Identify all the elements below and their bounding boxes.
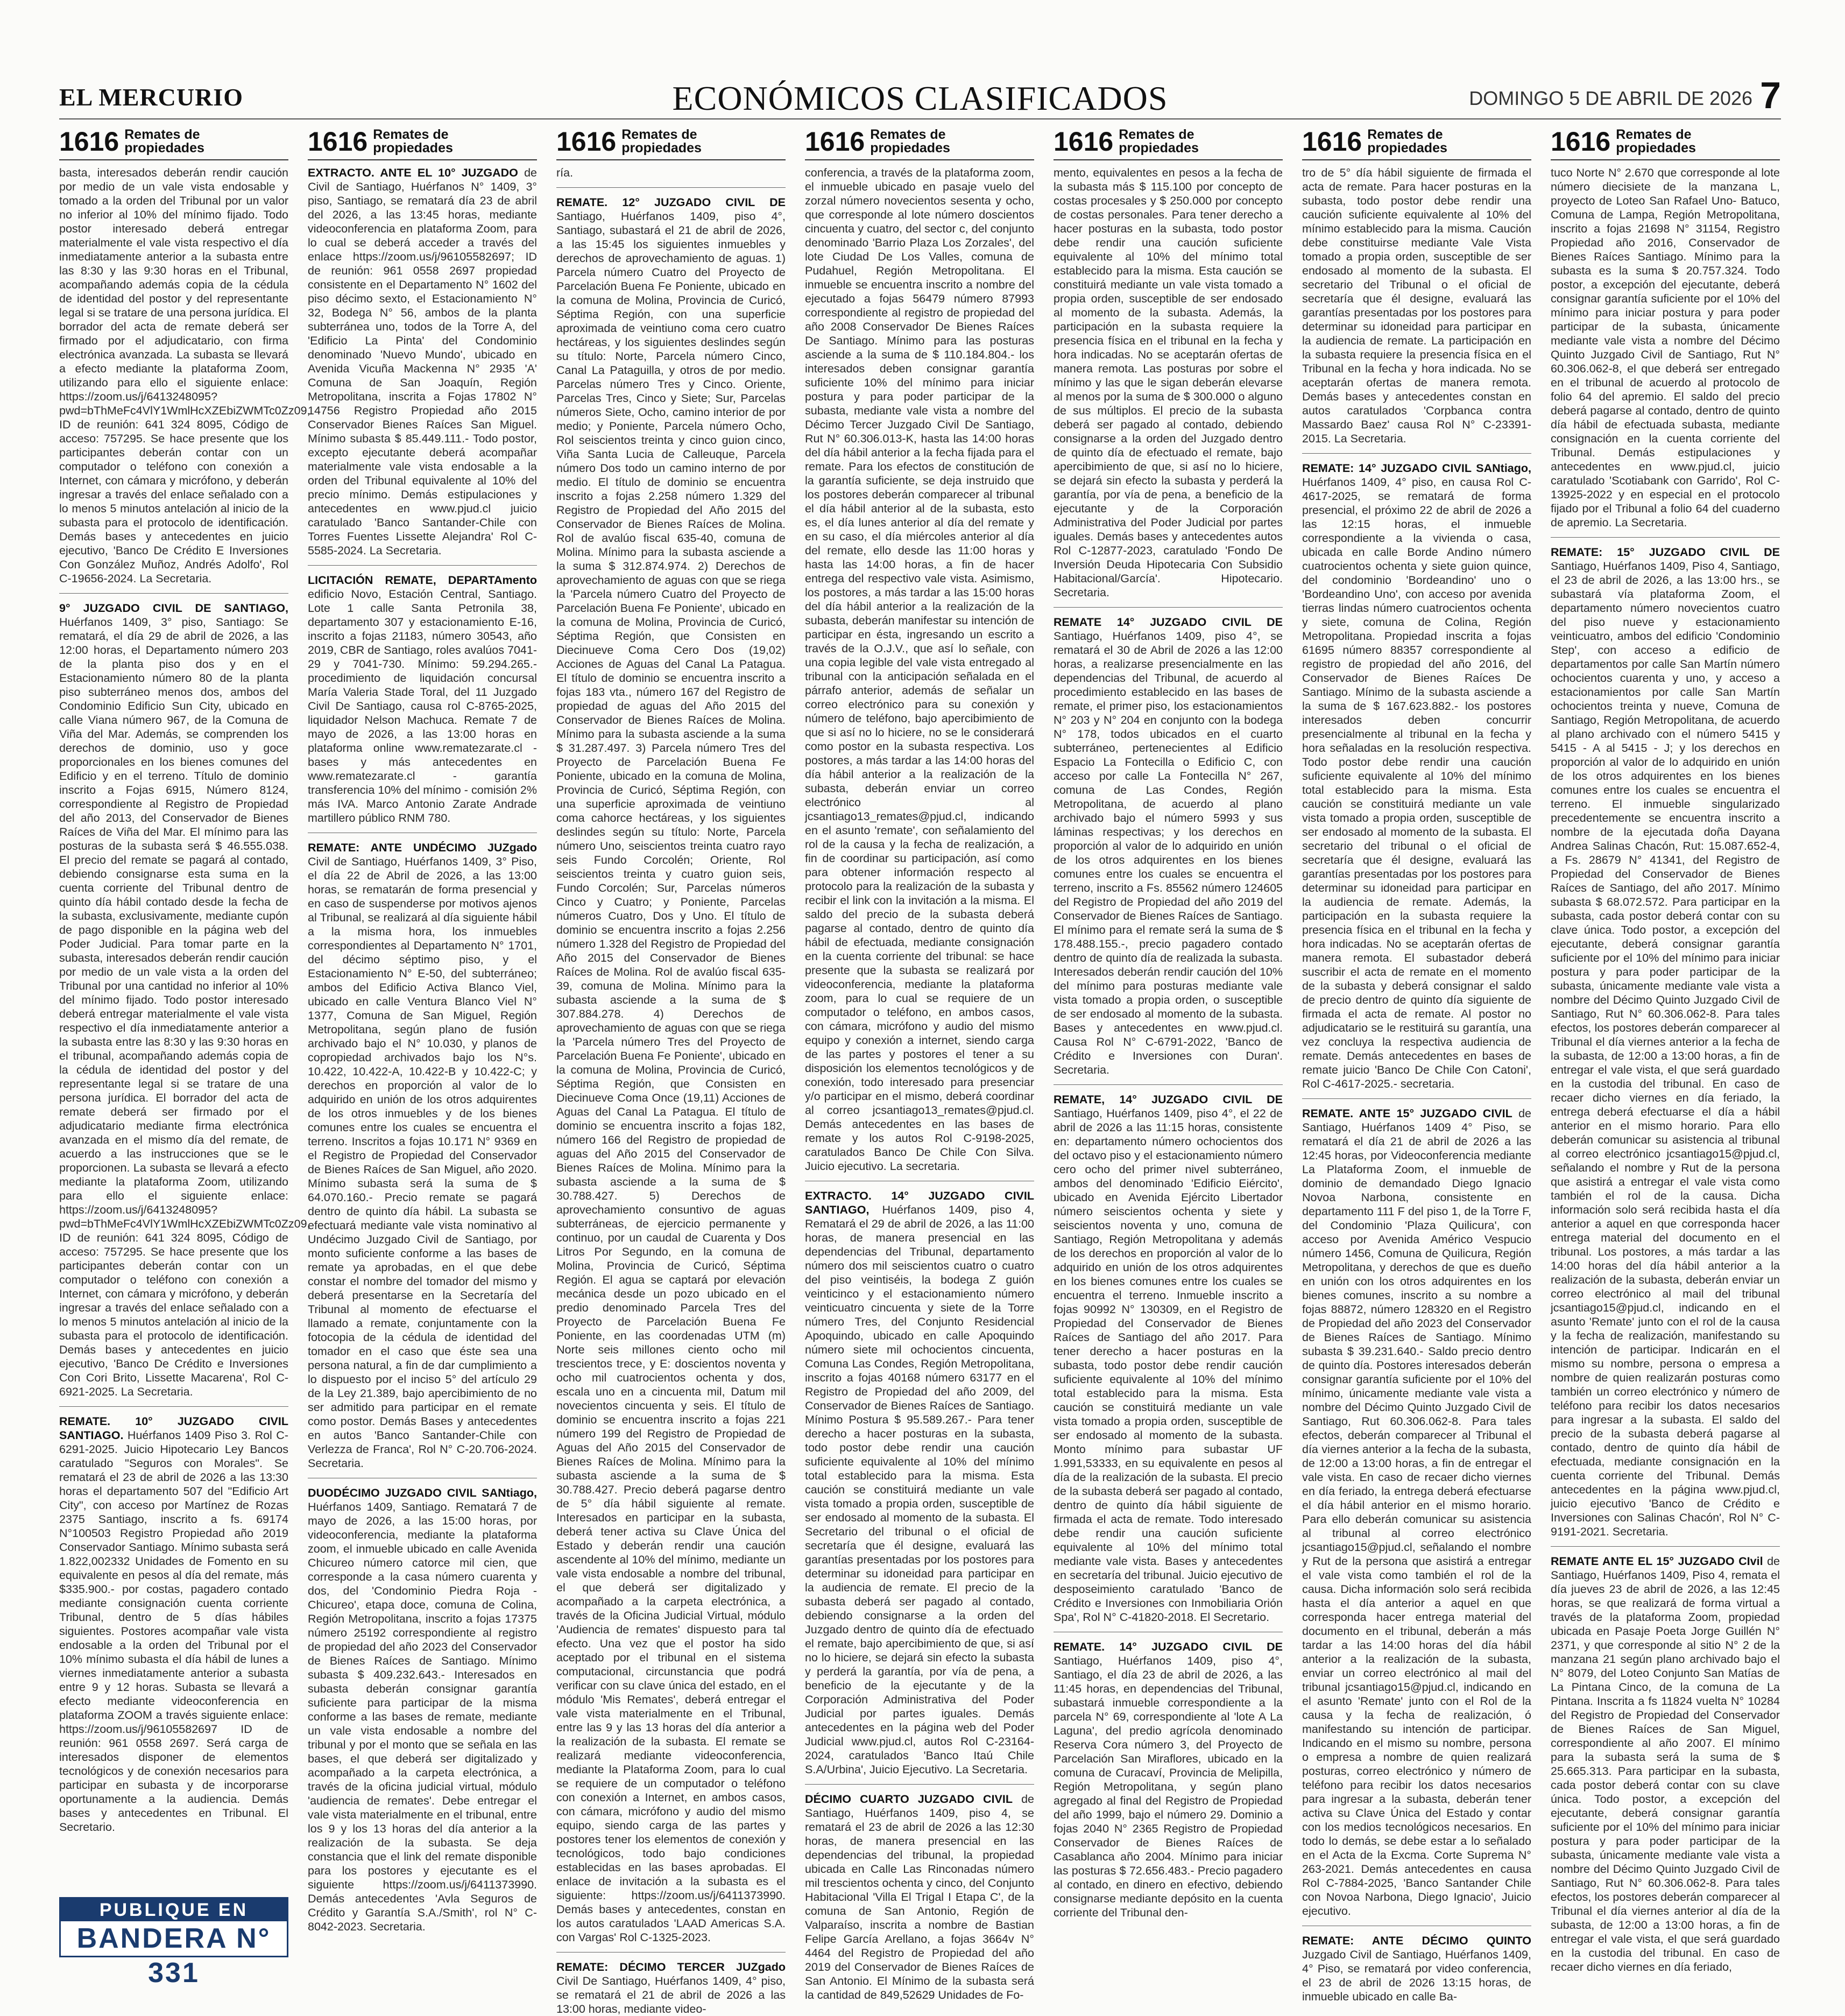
notice-heading: REMATE: 14° JUZGADO CIVIL SANtiago, [1302,462,1531,475]
column-header [556,127,786,160]
column-4 [805,126,1034,2001]
ad-line-2: BANDERA N° 331 [76,1923,271,1989]
column-1 [59,126,310,1887]
classification-label-line-1: Remates de [373,127,449,142]
notice-heading: EXTRACTO. 14° JUZGADO CIVIL SANTIAGO, [805,1189,1034,1216]
auction-notice [59,166,310,586]
masthead [59,65,1781,119]
auction-notice [1054,1640,1283,1920]
classification-code: 1616 [1551,126,1611,157]
notice-heading: REMATE. ANTE 15° JUZGADO CIVIL [1302,1107,1512,1120]
column-3 [556,126,786,2015]
notice-heading: REMATE: 15° JUZGADO CIVIL DE [1551,546,1780,559]
notice-body: Huérfanos 1409 Piso 3. Rol C-6291-2025. Juicio Hipotecario Ley Bancos caratulado "Seguros con Morales". Se rematará el 23 de abril de 2026 a las 13:30 horas el departamento 507 del "Edificio Art City", con acceso por Martínez de Rozas 2375 Santiago, inscrito a fs. 69174 N°100503 Registro Propiedad año 2019 Conservador Santiago. Mínimo subasta será 1.822,002332 Unidades de Fomento en su equivalente en pesos al día del remate, más $335.900.- por costas, pagadero contado mediante consignación cuenta corriente Tribunal, dentro de 5 días hábiles siguientes. Postores acompañar vale vista endosable a la orden del Tribunal por el 10% mínimo subasta el día hábil de lunes a viernes inmediatamente anterior a subasta entre 9 y 12 horas. Subasta se llevará a efecto mediante videoconferencia en plataforma ZOOM a través siguiente enlace: https://zoom.us/j/96105582697 ID de reunión: 961 0558 2697. Será carga de interesados disponer de elementos tecnológicos y de conexión necesarios para participar en subasta y de incorporarse oportunamente a la audiencia. Demás bases y antecedentes en Tribunal. El Secretario. [59,1429,288,1834]
notice-heading: DUODÉCIMO JUZGADO CIVIL SANtiago, [308,1486,537,1499]
notice-divider [308,565,537,566]
classification-label [621,128,702,155]
notice-heading: REMATE 14° JUZGADO CIVIL DE [1054,616,1283,629]
classification-code: 1616 [308,126,368,157]
auction-notice [59,1414,288,1834]
notice-heading: EXTRACTO. ANTE EL 10° JUZGADO [308,166,518,179]
classification-label-line-1: Remates de [1616,127,1692,142]
classification-label-line-2: propiedades [1616,140,1696,156]
auction-notice [308,573,537,825]
notice-body: de Santiago, Huérfanos 1409, piso 4, se rematará el 23 de abril de 2026 a las 12:30 horas, de manera presencial en las dependencias del tribunal, la propiedad ubicada en Calle Las Rinconadas número mil trescientos ochenta y cinco, del Conjunto Habitacional 'Villa El Trigal I Etapa C', de la comuna de San Antonio, Región de Valparaíso, inscrita a nombre de Bastian Felipe García Arellano, a fojas 3664v N° 4464 del Registro de Propiedad del año 2019 del Conservador de Bienes Raíces de San Antonio. El Mínimo de la subasta será la cantidad de 849,52629 Unidades de Fo- [805,1793,1034,2001]
notice-body: Huérfanos 1409, piso 4, Rematará el 29 de abril de 2026, a las 11:00 horas, de manera presencial en las dependencias del Tribunal, departamento número dos mil seiscientos cuatro o cuatro del piso veintiséis, la bodega Z guión veinticinco y el estacionamiento número veinticuatro cincuenta y siete de la Torre número Tres, del Conjunto Residencial Apoquindo, ubicado en calle Apoquindo número siete mil ochocientos cincuenta, Comuna Las Condes, Región Metropolitana, inscrito a fojas 40168 número 63177 en el Registro de Propiedad del año 2009, del Conservador de Bienes Raíces de Santiago. Mínimo Postura $ 95.589.267.- Para tener derecho a hacer posturas en la subasta, todo postor debe rendir una caución suficiente equivalente al 10% del mínimo total establecido para la misma. Esta caución se constituirá mediante un vale vista tomado a propia orden, susceptible de ser endosado al momento de la subasta. El Secretario del tribunal o el oficial de secretaría que él designe, evaluará las garantías presentadas por los postores para determinar su idoneidad para participar en la audiencia de remate. El precio de la subasta deberá ser pagado al contado, debiendo consignarse a la orden del Juzgado dentro de quinto día de efectuado el remate, bajo apercibimiento de que, si así no lo hiciere, se dejará sin efecto la subasta y perderá la garantía, por vía de pena, a beneficio de la ejecutante y de la Corporación Administrativa del Poder Judicial por partes iguales. Demás antecedentes en la página web del Poder Judicial www.pjud.cl, autos Rol C-23164-2024, caratulados 'Banco Itaú Chile S.A/Urbina', Juicio Ejecutivo. La Secretaria. [805,1203,1034,1776]
column-header [308,127,537,160]
notice-divider [1054,1084,1283,1085]
notice-body: Santiago, Huérfanos 1409, piso 4°, se rematará el 30 de Abril de 2026 a las 12:00 horas, a realizarse presencialmente en las dependencias del Tribunal, de acuerdo al procedimiento establecido en las bases de remate, el primer piso, los estacionamientos N° 203 y N° 204 en conjunto con la bodega N° 178, todos ubicados en el cuarto subterráneo, pertenecientes al Edificio Espacio La Fontecilla o Edificio C, con acceso por calle La Fontecilla N° 267, comuna de Las Condes, Región Metropolitana, de acuerdo al plano archivado bajo el número 5993 y sus láminas respectivas; y los derechos en proporción al valor de lo adquirido en unión de los otros adquirentes en los bienes comunes entre los cuales se encuentra el terreno, inscrito a Fs. 85562 número 124605 del Registro de Propiedad del año 2019 del Conservador de Bienes Raíces de Santiago. El mínimo para el remate será la suma de $ 178.488.155.-, precio pagadero contado dentro de quinto día de realizada la subasta. Interesados deberán rendir caución del 10% del mínimo para posturas mediante vale vista tomado a propia orden, o susceptible de ser endosado al momento de la subasta. Bases y antecedentes en www.pjud.cl. Causa Rol N° C-6791-2022, 'Banco de Crédito e Inversiones con Duran'. Secretaria. [1054,630,1283,1076]
page-number: 7 [1760,74,1781,116]
notice-body: ría. [556,166,574,179]
classification-code: 1616 [1054,126,1114,157]
classification-code: 1616 [1302,126,1362,157]
auction-notice [1054,615,1283,1077]
auction-notice [308,1486,537,1934]
auction-notice [1302,461,1531,1091]
classification-label-line-2: propiedades [373,140,453,156]
classification-label-line-1: Remates de [1367,127,1443,142]
notice-heading: REMATE. 10° JUZGADO CIVIL SANTIAGO. [59,1415,288,1442]
date-block [1469,76,1781,114]
auction-notice [556,1960,786,2016]
auction-notice [1551,545,1780,1539]
notice-body: Santiago, Huérfanos 1409, Piso 4, Santiago, el 23 de abril de 2026, a las 13:00 hrs., se subastará vía plataforma Zoom, el departamento número novecientos cuatro del piso nueve y estacionamiento veinticuatro, ambos del edificio 'Condominio Step', con acceso a edificio de departamentos por calle San Martín número ochocientos cuarenta y uno, y acceso a estacionamientos por calle San Martín ochocientos treinta y nueve, Comuna de Santiago, Región Metropolitana, de acuerdo al plano archivado con el número 5415 y 5415 - A al 5415 - J; y los derechos en proporción al valor de lo adquirido en unión de los otros adquirentes en los bienes comunes entre los cuales se encuentra el terreno. El inmueble singularizado precedentemente se encuentra inscrito a nombre de la ejecutada doña Dayana Andrea Salinas Chacón, Rut: 15.087.652-4, a Fs. 28679 N° 41341, del Registro de Propiedad del Conservador de Bienes Raíces de Santiago, del año 2017. Mínimo subasta $ 68.072.572. Para participar en la subasta, cada postor deberá contar con su clave única. Todo postor, a excepción del ejecutante, deberá consignar garantía suficiente por el 10% del mínimo para iniciar postura y para poder participar de la subasta, únicamente mediante vale vista a nombre del Décimo Quinto Juzgado Civil de Santiago, Rut N° 60.306.062-8. Para tales efectos, los postores deberán comparecer al Tribunal el día viernes anterior a la fecha de la subasta, de 12:00 a 13:00 horas, a fin de entregar el vale vista, el que será guardado en la custodia del tribunal. En caso de recaer dicho viernes en día feriado, la entrega deberá efectuarse el día a hábil anterior en el mismo horario. Para ello deberán comunicar su asistencia al tribunal al correo electrónico jcsantiago15@pjud.cl, señalando el nombre y Rut de la persona que asistirá a entregar el vale vista como también el rol de la causa. Dicha información solo será recibida hasta el día anterior a aquel en que corresponda hacer entrega material del documento en el tribunal. Los postores, a más tardar a las 14:00 horas del día hábil anterior a la realización de la subasta, deberán enviar un correo electrónico al mail del tribunal jcsantiago15@pjud.cl, indicando en el asunto 'Remate' junto con el rol de la causa y la fecha de realización, manifestando su intención de participar. Indicarán en el mismo su nombre, persona o empresa a nombre de quien realizarán posturas como también un correo electrónico y número de teléfono para recibir los datos necesarios para ingresar a la subasta. El saldo del precio de la subasta deberá pagarse al contado, dentro de quinto día hábil de efectuada, mediante consignación en la cuenta corriente del Tribunal. Demás antecedentes en la página www.pjud.cl, juicio ejecutivo 'Banco de Crédito e Inversiones con Salinas Chacón', Rol N° C-9191-2021. Secretaria. [1551,560,1780,1538]
auction-notice [805,1189,1034,1777]
classification-label [1119,128,1199,155]
classification-code: 1616 [59,126,119,157]
notice-divider [556,187,786,188]
notice-heading: REMATE: ANTE DÉCIMO QUINTO [1302,1934,1531,1947]
notice-heading: REMATE ANTE EL 15° JUZGADO CIvil [1551,1555,1763,1568]
classification-label [870,128,950,155]
auction-notice [308,166,537,558]
column-header [1551,127,1780,160]
classification-label-line-2: propiedades [1367,140,1447,156]
notice-divider [59,1406,288,1407]
notice-body: de Santiago, Huérfanos 1409, Piso 4, remata el día jueves 23 de abril de 2026, a las 12:45 horas, se que realizará de forma virtual a través de la plataforma Zoom, propiedad ubicada en Pasaje Poeta Jorge Guillén N° 2371, y que corresponde al sitio N° 2 de la manzana 21 según plano archivado bajo el N° 8079, del Loteo Conjunto San Matías de La Pintana Cinco, de la comuna de La Pintana. Inscrita a fs 11824 vuelta N° 10284 del Registro de Propiedad del Conservador de Bienes Raíces de San Miguel, correspondiente al año 2007. El mínimo para la subasta será la suma de $ 25.665.313. Para participar en la subasta, cada postor deberá contar con su clave única. Todo postor, a excepción del ejecutante, deberá consignar garantía suficiente por el 10% del mínimo para iniciar postura y para poder participar de la subasta, únicamente mediante vale vista a nombre del Décimo Quinto Juzgado Civil de Santiago, Rut N° 60.306.062-8. Para tales efectos, los postores deberán comparecer al Tribunal el día viernes anterior al día de la subasta, de 12:00 a 13:00 horas, a fin de entregar el vale vista, el que será guardado en la custodia del tribunal. En caso de recaer dicho viernes en día feriado, [1551,1555,1780,1973]
notice-body: Huérfanos 1409, Santiago. Rematará 7 de mayo de 2026, a las 15:00 horas, por videoconferencia, mediante la plataforma zoom, el inmueble ubicado en calle Avenida Chicureo número catorce mil cien, que corresponde a la casa número cuarenta y dos, del 'Condominio Piedra Roja - Chicureo', etapa doce, comuna de Colina, Región Metropolitana, inscrito a fojas 17375 número 25192 correspondiente al registro de propiedad del año 2023 del Conservador de Bienes Raíces de Santiago. Mínimo subasta $ 409.232.643.- Interesados en subasta deberán consignar garantía suficiente para participar de la misma conforme a las bases de remate, mediante un vale vista endosable a nombre del tribunal y por el monto que se señala en las bases, el que deberá ser digitalizado y acompañado a la carpeta electrónica, a través de la oficina judicial virtual, módulo 'audiencia de remates'. Debe entregar el vale vista materialmente en el tribunal, entre los 9 y los 13 horas del día anterior a la realización de la subasta. Se deja constancia que el link del remate disponible para los postores y ejecutante es el siguiente https://zoom.us/j/6411373990. Demás antecedentes 'Avla Seguros de Crédito y Garantía S.A./Smith', rol N° C-8042-2023. Secretaria. [308,1500,537,1933]
publication-date: DOMINGO 5 DE ABRIL DE 2026 [1469,87,1753,109]
publish-ad [59,1897,288,1989]
notice-heading: REMATE. 12° JUZGADO CIVIL DE [556,196,786,209]
classification-label [373,128,453,155]
classification-label-line-2: propiedades [870,140,950,156]
notice-heading: DÉCIMO CUARTO JUZGADO CIVIL [805,1793,1013,1806]
notice-heading: REMATE: DÉCIMO TERCER JUZgado [556,1961,786,1973]
notice-body: basta, interesados deberán rendir caución por medio de un vale vista endosable y tomado a la orden del Tribunal por un valor no inferior al 10% del mínimo fijado. Todo postor interesado deberá entregar materialmente el vale vista respectivo el día inmediatamente anterior a la subasta entre las 8:30 y las 9:30 horas en el Tribunal, acompañando además copia de la cédula de identidad del postor y del representante legal si se tratare de una persona jurídica. El borrador del acta de remate deberá ser firmado por el adjudicatario, con firma electrónica avanzada. La subasta se llevará a efecto mediante la plataforma Zoom, utilizando para ello el siguiente enlace: https://zoom.us/j/6413248095?pwd=bThMeFc4VlY1WmlHcXZEbiZWMTc0Zz09, ID de reunión: 641 324 8095, Código de acceso: 757295. Se hace presente que los participantes deberán contar con un computador o teléfono con conexión a Internet, con cámara y micrófono, y deberán ingresar a través del enlace señalado con a lo menos 5 minutos antelación al inicio de la subasta para el protocolo de identificación. Demás bases y antecedentes en juicio ejecutivo, 'Banco De Crédito E Inversiones Con González Muñoz, Andrés Adolfo', Rol C-19656-2024. La Secretaria. [59,166,310,585]
notice-body: Huérfanos 1409, 4° piso, en causa Rol C-4617-2025, se rematará de forma presencial, el próximo 22 de abril de 2026 a las 12:15 horas, el inmueble correspondiente a la vivienda o casa, ubicada en calle Borde Andino número cuatrocientos ochenta y siete guion quince, del condominio 'Bordeandino' uno o 'Bordeandino Uno', con acceso por avenida tierras lindas número cuatrocientos ochenta y siete, comuna de Colina, Región Metropolitana. Propiedad inscrita a fojas 61695 número 88357 correspondiente al registro de propiedad del año 2016, del Conservador de Bienes Raíces De Santiago. Mínimo de la subasta asciende a la suma de $ 167.623.882.- los postores interesados deben concurrir presencialmente al tribunal en la fecha y hora señaladas en la resolución respectiva. Todo postor debe rendir una caución suficiente equivalente al 10% del mínimo total establecido para la misma. Esta caución se constituirá mediante un vale vista tomado a propia orden, susceptible de ser endosado al momento de la subasta. El secretario del tribunal o el oficial de secretaría que él designe, evaluará las garantías presentadas por los postores para determinar su idoneidad para participar en la audiencia de remate. Además, la participación en la subasta requiere la presencia física en el tribunal en la fecha y hora indicadas. No se aceptarán ofertas de manera remota. El subastador deberá suscribir el acta de remate en el momento de la subasta y deberá consignar el saldo de precio dentro de quinto día siguiente de firmada el acta de remate. Al postor no adjudicatario se le restituirá su garantía, una vez concluya la respectiva audiencia de remate. Demás antecedentes en bases de remate juicio 'Banco De Chile Con Catoni', Rol C-4617-2025.- secretaria. [1302,476,1531,1090]
column-5 [1054,127,1283,1957]
notice-body: Santiago, Huérfanos 1409, piso 4°, Santiago, subastará el 21 de abril de 2026, a las 15:45 los siguientes inmuebles y derechos de aprovechamiento de aguas. 1) Parcela número Cuatro del Proyecto de Parcelación Buena Fe Poniente, ubicado en la comuna de Molina, Provincia de Curicó, Séptima Región, con una superficie aproximada de veintiuno coma cero cuatro hectáreas, y los siguientes deslindes según su título: Norte, Parcela número Cinco, Canal La Pataguilla, y otros de por medio. Parcelas número Tres y Cinco. Oriente, Parcelas Tres, Cinco y Siete; Sur, Parcelas números Siete, Ocho, camino interior de por medio; y Poniente, Parcela número Ocho, Rol seiscientos treinta y cinco guion cinco, Viña Santa Lucia de Calleuque, Parcela número Dos todo un camino interno de por medio. El título de dominio se encuentra inscrito a fojas 2.258 número 1.329 del Registro de Propiedad del Año 2015 del Conservador de Bienes Raíces de Molina. Rol de avalúo fiscal 635-40, comuna de Molina. Mínimo para la subasta asciende a la suma $ 312.874.974. 2) Derechos de aprovechamiento de aguas con que se riega la 'Parcela número Cuatro del Proyecto de Parcelación Buena Fe Poniente', ubicado en la comuna de Molina, Provincia de Curicó, Séptima Región, que Consisten en Diecinueve Coma Cero Dos (19,02) Acciones de Aguas del Canal La Pataguа. El título de dominio se encuentra inscrito a fojas 183 vta., número 167 del Registro de propiedad de aguas del Año 2015 del Conservador de Bienes Raíces de Molina. Mínimo para la subasta asciende a la suma $ 31.287.497. 3) Parcela número Tres del Proyecto de Parcelación Buena Fe Poniente, ubicado en la comuna de Molina, Provincia de Curicó, Séptima Región, con una superficie aproximada de veintiuno coma cahorce hectáreas, y los siguientes deslindes según su título: Norte, Parcela número Uno, seiscientos treinta cuatro rayo seis Fundo Corcolén; Oriente, Rol seiscientos treinta y cuatro guion seis, Fundo Corcolén; Sur, Parcelas números Cinco y Cuatro; y Poniente, Parcelas números Cuatro, Dos y Uno. El título de dominio se encuentra inscrito a fojas 2.256 número 1.328 del Registro de Propiedad del Año 2015 del Conservador de Bienes Raíces de Molina. Rol de avalúo fiscal 635-39, comuna de Molina. Mínimo para la subasta asciende a la suma de $ 307.884.278. 4) Derechos de aprovechamiento de aguas con que se riega la 'Parcela número Tres del Proyecto de Parcelación Buena Fe Poniente', ubicado en la comuna de Molina, Provincia de Curicó, Séptima Región, que Consisten en Diecinueve Coma Once (19,11) Acciones de Aguas del Canal La Pataguа. El título de dominio se encuentra inscrito a fojas 182, número 166 del Registro de propiedad de aguas del Año 2015 del Conservador de Bienes Raíces de Molina. Mínimo para la subasta asciende a la suma de $ 30.788.427. 5) Derechos de aprovechamiento consuntivo de aguas subterráneas, de ejercicio permanente y continuo, por un caudal de Cuarenta y Dos Litros Por Segundo, en la comuna de Molina, Provincia de Curicó, Séptima Región. El agua se captará por elevación mecánica desde un pozo ubicado en el predio denominado Parcela Tres del Proyecto de Parcelación Buena Fe Poniente, en las coordenadas UTM (m) Norte seis millones ciento ocho mil trescientos trece, y E: doscientos noventa y ocho mil cuatrocientos ochenta y dos, escala uno en a cincuenta mil, Datum mil novecientos cincuenta y seis. El título de dominio se encuentra inscrito a fojas 221 número 199 del Registro de Propiedad de Aguas del Año 2015 del Conservador de Bienes Raíces de Molina. Mínimo para la subasta asciende a la suma de $ 30.788.427. Precio deberá pagarse dentro de 5° día hábil siguiente al remate. Interesados en participar en la subasta, deberá tener activa su Clave Única del Estado y deberán rendir una caución ascendente al 10% del mínimo, mediante un vale vista endosable a nombre del tribunal, el que deberá ser digitalizado y acompañado a la carpeta electrónica, a través de la Oficina Judicial Virtual, módulo 'Audiencia de remates' dispuesto para tal efecto. Una vez que el postor ha sido aceptado por el tribunal en el sistema computacional, circunstancia que podrá verificar con su clave única del estado, en el módulo 'Mis Remates', deberá entregar el vale vista materialmente en el Tribunal, entre las 9 y las 13 horas del día anterior a la realización de la subasta. El remate se realizará mediante videoconferencia, mediante la Plataforma Zoom, para lo cual se requiere de un computador o teléfono con conexión a Internet, en ambos casos, con cámara, micrófono y audio del mismo equipo, siendo carga de las partes y postores tener los elementos de conexión y tecnológicos, todo bajo condiciones establecidas en las bases aprobadas. El enlace de invitación a la subasta es el siguiente: https://zoom.us/j/6411373990. Demás bases y antecedentes, constan en los autos caratulados 'LAAD Americas S.A. con Vargas' Rol C-1325-2023. [556,210,786,1944]
notice-body: tro de 5° día hábil siguiente de firmada el acta de remate. Para hacer posturas en la subasta, todo postor debe rendir una caución suficiente equivalente al 10% del mínimo establecido para la misma. Caución debe constituirse mediante Vale Vista tomado a propia orden, susceptible de ser endosado al momento de la subasta. El secretario del Tribunal o el oficial de secretaría que él designe, evaluará las garantías presentadas por los postores para determinar su idoneidad para participar en la audiencia de remate. La participación en la subasta requiere la presencia física en el Tribunal en la fecha y hora indicada. No se aceptarán ofertas de manera remota. Demás bases y antecedentes constan en autos caratulados 'Corpbanca contra Massardo Baez' causa Rol N° C-23391-2015. La Secretaria. [1302,166,1531,445]
column-7 [1551,126,1780,1973]
classification-label-line-1: Remates de [621,127,697,142]
auction-notice [1302,1934,1531,2004]
auction-notice [805,166,1034,1173]
notice-body: Huérfanos 1409, 3° piso, Santiago: Se rematará, el día 29 de abril de 2026, a las 12:00 horas, el Departamento número 203 de la planta piso dos y en el Estacionamiento número 80 de la planta piso subterráneo menos dos, ambos del Condominio Edificio Sun City, ubicado en calle Viana número 967, de la Comuna de Viña del Mar. Además, se comprenden los derechos de dominio, uso y goce proporcionales en los bienes comunes del Edificio y en el terreno. Título de dominio inscrito a Fojas 6915, Número 8124, correspondiente al Registro de Propiedad del año 2013, del Conservador de Bienes Raíces de Viña del Mar. El mínimo para las posturas de la subasta será $ 46.555.038. El precio del remate se pagará al contado, debiendo consignarse esta suma en la cuenta corriente del Tribunal dentro de quinto día hábil contado desde la fecha de la subasta, exclusivamente, mediante cupón de pago disponible en la página web del Poder Judicial. Para tomar parte en la subasta, interesados deberán rendir caución por medio de un vale vista a la orden del Tribunal por una cantidad no inferior al 10% del mínimo fijado. Todo postor interesado deberá entregar materialmente el vale vista respectivo el día inmediatamente anterior a la subasta entre las 8:30 y las 9:30 horas en el tribunal, acompañando además copia de la cédula de identidad del postor y del representante legal si se tratare de una persona jurídica. El borrador del acta de remate deberá ser firmado por el adjudicatario mediante firma electrónica avanzada en el mismo día del remate, de acuerdo a las instrucciones que se le proporcionen. La subasta se llevará a efecto mediante la plataforma Zoom, utilizando para ello el siguiente enlace: https://zoom.us/j/6413248095?pwd=bThMeFc4VlY1WmlHcXZEbiZWMTc0Zz09, ID de reunión: 641 324 8095, Código de acceso: 757295. Se hace presente que los participantes deberán contar con un computador o teléfono con conexión a Internet, con cámara y micrófono, y deberán ingresar a través del enlace señalado con a lo menos 5 minutos antelación al inicio de la subasta para el protocolo de identificación. Demás bases y antecedentes en juicio ejecutivo, 'Banco De Crédito e Inversiones Con Cori Brito, Lissette Macarena', Rol C-6921-2025. La Secretaria. [59,616,310,1398]
notice-body: Civil De Santiago, Huérfanos 1409, 4° piso, se rematará el 21 de abril de 2026 a las 13:00 horas, mediante video- [556,1975,786,2015]
notice-divider [805,1784,1034,1785]
notice-body: de Civil de Santiago, Huérfanos N° 1409, 3° piso, Santiago, se rematará día 23 de abril del 2026, a las 13:45 horas, mediante videoconferencia en plataforma Zoom, para lo cual se deberá acceder a través del enlace https://zoom.us/j/96105582697; ID de reunión: 961 0558 2697 propiedad consistente en el Departamento N° 1602 del piso décimo sexto, el Estacionamiento N° 32, Bodega N° 56, ambos de la planta subterránea uno, todos de la Torre A, del 'Edificio La Pinta' del Condominio denominado 'Nuevo Mundo', ubicado en Avenida Vicuña Mackenna N° 2935 'A' Comuna de San Joaquín, Región Metropolitana, inscrita a Fojas 17802 N° 14756 Registro Propiedad año 2015 Conservador Bienes Raíces San Miguel. Mínimo subasta $ 85.449.111.- Todo postor, excepto ejecutante deberá acompañar materialmente vale vista endosable a la orden del Tribunal equivalente al 10% del precio mínimo. Demás estipulaciones y antecedentes en www.pjud.cl juicio caratulado 'Banco Santander-Chile con Torres Fuentes Lissette Alejandra' Rol C-5585-2024. La Secretaria. [308,166,538,557]
notice-body: edificio Novo, Estación Central, Santiago. Lote 1 calle Santa Petronila 38, departamento 307 y estacionamiento E-16, inscrito a fojas 21183, número 30543, año 2019, CBR de Santiago, roles avalúos 7041-29 y 7041-730. Mínimo: 59.294.265.- procedimiento de liquidación concursal María Valeria Stade Toral, del 11 Juzgado Civil De Santiago, causa rol C-8765-2025, liquidador Nelson Machuca. Remate 7 de mayo de 2026, a las 13:00 horas en plataforma online www.rematezarate.cl - bases y más antecedentes en www.rematezarate.cl - garantía transferencia 10% del mínimo - comisión 2% más IVA. Marco Antonio Zarate Andrade martillero público RNM 780. [308,588,537,824]
notice-body: Santiago, Huérfanos 1409, piso 4°, Santiago, el día 23 de abril de 2026, a las 11:45 horas, en dependencias del Tribunal, subastará inmueble correspondiente a la parcela N° 69, correspondiente al 'lote A La Laguna', del predio agrícola denominado Reserva Cora número 3, del Proyecto de Parcelación San Miraflores, ubicado en la comuna de Curacaví, Provincia de Melipilla, Región Metropolitana, y según plano agregado al final del Registro de Propiedad del año 1999, bajo el número 29. Dominio a fojas 2040 N° 2365 Registro de Propiedad Conservador de Bienes Raíces de Casablanca año 2004. Mínimo para iniciar las posturas $ 72.656.483.- Precio pagadero al contado, en dinero en efectivo, debiendo consignarse mediante depósito en la cuenta corriente del Tribunal den- [1054,1654,1283,1919]
column-header [805,127,1034,160]
classification-code: 1616 [556,126,617,157]
column-header [1054,127,1283,160]
auction-notice [1302,166,1531,446]
paper-name: EL MERCURIO [59,83,243,111]
column-2 [308,127,537,1957]
classification-label [124,128,204,155]
notice-divider [1302,1098,1531,1099]
classification-label-line-2: propiedades [124,140,204,156]
auction-notice [1302,1106,1531,1918]
notice-divider [59,593,288,594]
section-title: ECONÓMICOS CLASIFICADOS [672,79,1168,117]
notice-heading: 9° JUZGADO CIVIL DE SANTIAGO, [59,602,288,615]
classification-code: 1616 [805,126,865,157]
auction-notice [308,841,537,1470]
classification-label [1367,128,1447,155]
auction-notice [556,195,786,1944]
notice-heading: REMATE: ANTE UNDÉCIMO JUZgado [308,841,537,854]
auction-notice [1054,166,1283,600]
classification-label-line-2: propiedades [1119,140,1199,156]
column-6 [1302,126,1531,2003]
auction-notice [59,601,310,1399]
notice-divider [1054,607,1283,608]
classified-columns [59,126,1781,2015]
auction-notice [1054,1092,1283,1624]
classification-label-line-1: Remates de [1119,127,1194,142]
ad-line-1: PUBLIQUE EN [61,1899,287,1921]
classification-label [1616,128,1696,155]
notice-body: de Santiago, Huérfanos 1409 4° Piso, se rematará el día 21 de abril de 2026 a las 12:45 horas, por Videoconferencia mediante La Plataforma Zoom, el inmueble de dominio de demandado Diego Ignacio Novoa Narbona, consistente en departamento 111 F del piso 1, de la Torre F, del Condominio 'Plaza Quilicura', con acceso por Avenida Américo Vespucio número 1456, Comuna de Quilicura, Región Metropolitana, y derechos de que es dueño en unión con los otros adquirentes en los bienes comunes, inscrito a su nombre a fojas 88872, número 128320 en el Registro de Propiedad del año 2023 del Conservador de Bienes Raíces de Santiago. Mínimo subasta $ 39.231.640.- Saldo precio dentro de quinto día. Postores interesados deberán consignar garantía suficiente por el 10% del mínimo, únicamente mediante vale vista a nombre del Décimo Quinto Juzgado Civil de Santiago, Rut 60.306.062-8. Para tales efectos, deberán comparecer al Tribunal el día viernes anterior a la fecha de la subasta, de 12:00 a 13:00 horas, a fin de entregar el vale vista. En caso de recaer dicho viernes en día feriado, la entrega deberá efectuarse el día hábil anterior en el mismo horario. Para ello deberán comunicar su asistencia al tribunal al correo electrónico jcsantiago15@pjud.cl, señalando el nombre y Rut de la persona que asistirá a entregar el vale vista como también el rol de la causa. Dicha información solo será recibida hasta el día anterior a aquel en que corresponda hacer entrega material del documento en el tribunal, deberán a más tardar a las 14:00 horas del día hábil anterior a la realización de la subasta, enviar un correo electrónico al mail del tribunal jcsantiago15@pjud.cl, indicando en el asunto 'Remate' junto con el Rol de la causa y la fecha de realización, ó manifestando su intención de participar. Indicando en el mismo su nombre, persona o empresa a nombre de quien realizará posturas, correo electrónico y número de teléfono para recibir los datos necesarios para ingresar a la subasta, deberán tener activa su Clave Única del Estado y contar con los medios tecnológicos necesarios. En todo lo demás, se debe estar a lo señalado en el Acta de la Excma. Corte Suprema N° 263-2021. Demás antecedentes en causa Rol C-7884-2025, 'Banco Santander Chile con Novoa Narbona, Diego Ignacio', Juicio ejecutivo. [1302,1107,1531,1918]
classification-label-line-2: propiedades [621,140,702,156]
auction-notice [556,166,786,180]
notice-heading: REMATE, 14° JUZGADO CIVIL DE [1054,1093,1283,1106]
auction-notice [1551,166,1780,530]
notice-body: mento, equivalentes en pesos a la fecha de la subasta más $ 115.100 por concepto de costas procesales y $ 250.000 por concepto de costas personales. Para tener derecho a hacer posturas en la subasta, todo postor debe rendir una caución suficiente equivalente al 10% del mínimo total establecido para la misma. Esta caución se constituirá mediante un vale vista tomado a propia orden, susceptible de ser endosado al momento de la subasta. Además, la participación en la subasta requiere la presencia física en el tribunal en la fecha y hora indicadas. No se aceptarán ofertas de manera remota. Las posturas por sobre el mínimo y las que le sigan deberán elevarse al menos por la suma de $ 300.000 o alguno de sus múltiplos. El precio de la subasta deberá ser pagado al contado, debiendo consignarse a la orden del Juzgado dentro de quinto día de efectuado el remate, bajo apercibimiento de que, si así no lo hiciere, se dejará sin efecto la subasta y perderá la garantía, por vía de pena, a beneficio de la ejecutante y de la Corporación Administrativa del Poder Judicial por partes iguales. Demás bases y antecedentes autos Rol C-12877-2023, caratulado 'Fondo De Inversión Deuda Hipotecaria Con Subsidio Habitacional/García'. Hipotecario. Secretaria. [1054,166,1283,599]
notice-heading: REMATE. 14° JUZGADO CIVIL DE [1054,1640,1283,1653]
column-header [59,127,288,160]
notice-body: Santiago, Huérfanos 1409, piso 4°, el 22 de abril de 2026 a las 11:15 horas, consistente en: departamento número ochocientos dos del octavo piso y el estacionamiento número cero ocho del primer nivel subterráneo, ambos del denominado 'Edificio Eiército', ubicado en Avenida Ejército Libertador número seiscientos ochenta y siete y seiscientos noventa y uno, comuna de Santiago, Región Metropolitana y además de los derechos en proporción al valor de lo adquirido en unión de los otros adquirentes en los bienes comunes entre los cuales se encuentra el terreno. Inmueble inscrito a fojas 90992 N° 130309, en el Registro de Propiedad del Conservador de Bienes Raíces de Santiago del año 2017. Para tener derecho a hacer posturas en la subasta, todo postor debe rendir caución suficiente equivalente al 10% del mínimo total establecido para la misma. Esta caución se constituirá mediante un vale vista tomado a propia orden, susceptible de ser endosado al momento de la subasta. Monto mínimo para subastar UF 1.991,53333, en su equivalente en pesos al día de la realización de la subasta. El precio de la subasta deberá ser pagado al contado, dentro de quinto día hábil siguiente de firmada el acta de remate. Todo interesado debe rendir una caución suficiente equivalente al 10% del mínimo total mediante vale vista. Bases y antecedentes en secretaría del tribunal. Juicio ejecutivo de desposeimiento caratulado 'Banco de Crédito e Inversiones con Inmobiliaria Orión Spa', Rol N° C-41820-2018. El Secretario. [1054,1107,1283,1624]
notice-body: Juzgado Civil de Santiago, Huérfanos 1409, 4° Piso, se rematará por video conferencia, el 23 de abril de 2026 13:15 horas, de inmueble ubicado en calle Ba- [1302,1948,1531,2003]
column-header [1302,127,1531,160]
notice-divider [1551,537,1780,538]
classification-label-line-1: Remates de [124,127,200,142]
notice-body: Civil de Santiago, Huérfanos 1409, 3° Piso, el día 22 de Abril de 2026, a las 13:00 horas, se rematarán de forma presencial y en caso de suspenderse por motivos ajenos al Tribunal, se realizará al día siguiente hábil a la misma hora, los inmuebles correspondientes al Departamento N° 1701, del décimo séptimo piso, y el Estacionamiento N° E-50, del subterráneo; ambos del Edificio Activa Blanco Viel, ubicado en calle Ventura Blanco Viel N° 1377, Comuna de San Miguel, Región Metropolitana, según plano de fusión archivado bajo el N° 10.030, y planos de copropiedad archivados bajo los N°s. 10.422, 10.422-A, 10.422-B y 10.422-C; y derechos en proporción al valor de lo adquirido en unión de los otros adquirentes de los otros inmuebles y de los bienes comunes entre los cuales se encuentra el terreno. Inscritos a fojas 10.171 N° 9369 en el Registro de Propiedad del Conservador de Bienes Raíces de San Miguel, año 2020. Mínimo subasta será la suma de $ 64.070.160.- Precio remate se pagará dentro de quinto día hábil. La subasta se efectuará mediante vale vista nominativo al Undécimo Juzgado Civil de Santiago, por monto suficiente conforme a las bases de remate ya aprobadas, en el que debe constar el nombre del tomador del mismo y deberá presentarse en la Secretaría del Tribunal al momento de efectuarse el llamado a remate, conjuntamente con la fotocopia de la cédula de identidad del tomador en el caso que éste sea una persona natural, a fin de dar cumplimiento a lo dispuesto por el inciso 5° del artículo 29 de la Ley 21.389, bajo apercibimiento de no ser admitido para participar en el remate como postor. Demás Bases y antecedentes en autos 'Banco Santander-Chile con Verlezza de Franca', Rol N° C-20.706-2024. Secretaria. [308,855,537,1470]
auction-notice [1551,1554,1780,1974]
notice-body: tuco Norte N° 2.670 que corresponde al lote número diecisiete de la manzana L, proyecto de Loteo San Rafael Uno- Batuco, Comuna de Lampa, Región Metropolitana, inscrito a fojas 21698 N° 31154, Registro Propiedad año 2016, Conservador de Bienes Raíces Santiago. Mínimo para la subasta es la suma $ 20.757.324. Todo postor, a excepción del ejecutante, deberá consignar garantía suficiente por el 10% del mínimo para iniciar postura y para poder participar de la subasta, únicamente mediante vale vista a nombre del Décimo Quinto Juzgado Civil de Santiago, Rut N° 60.306.062-8, el que deberá ser entregado en el tribunal de acuerdo al protocolo de folio 64 del apremio. El saldo del precio deberá pagarse al contado, dentro de quinto día hábil de efectuada subasta, mediante consignación en la cuenta corriente del Tribunal. Demás estipulaciones y antecedentes en www.pjud.cl, juicio caratulado 'Scotiabank con Garrido', Rol C-13925-2022 y en especial en el protocolo fijado por el Tribunal a folio 64 del cuaderno de apremio. La Secretaria. [1551,166,1780,529]
notice-divider [1551,1546,1780,1547]
notice-heading: LICITACIÓN REMATE, DEPARTAmento [308,574,537,587]
notice-body: conferencia, a través de la plataforma zoom, el inmueble ubicado en pasaje vuelo del zorzal número novecientos sesenta y ocho, que corresponde al lote número doscientos cincuenta y cuatro, del sector c, del conjunto denominado 'Barrio Plaza Los Zorzales', del lote Ciudad De Los Valles, comuna de Pudahuel, Región Metropolitana. El inmueble se encuentra inscrito a nombre del ejecutado a fojas 56479 número 87993 correspondiente al registro de propiedad del año 2008 Conservador De Bienes Raíces De Santiago. Mínimo para las posturas asciende a la suma de $ 110.184.804.- los interesados deben consignar garantía suficiente 10% del mínimo para iniciar postura y para poder participar de la subasta, mediante vale vista a nombre del Décimo Tercer Juzgado Civil De Santiago, Rut N° 60.306.013-K, hasta las 14:00 horas del día hábil anterior a la fecha fijada para el remate. Para los efectos de constitución de la garantía suficiente, se deja instruido que los postores deberán comparecer al tribunal el día hábil anterior al de la subasta, esto es, el día lunes anterior al día del remate y en su caso, el día miércoles anterior al día del remate, ello desde las 11:00 horas y hasta las 14:00 horas, a fin de hacer entrega del respectivo vale vista. Asimismo, los postores, a más tardar a las 15:00 horas del día hábil anterior a la realización de la subasta, deberán manifestar su intención de participar en ésta, ingresando un escrito a través de la O.J.V., que así lo señale, con una copia legible del vale vista entregado al tribunal con la anticipación señalada en el párrafo anterior, además de señalar un correo electrónico para su conexión y número de teléfono, bajo apercibimiento de que si así no lo hiciere, no se le considerará como postor en la subasta respectiva. Los postores, a más tardar a las 14:00 horas del día hábil anterior a la realización de la subasta, deberán enviar un correo electrónico al jcsantiago13_remates@pjud.cl, indicando en el asunto 'remate', con señalamiento del rol de la causa y la fecha de realización, a fin de coordinar su participación, así como para obtener información respecto al protocolo para la realización de la subasta y recibir el link con la invitación a la misma. El saldo del precio de la subasta deberá pagarse al contado, dentro de quinto día hábil de efectuada, mediante consignación en la cuenta corriente del tribunal: se hace presente que la subasta se realizará por videoconferencia, mediante la plataforma zoom, para lo cual se requiere de un computador o teléfono, en ambos casos, con cámara, micrófono y audio del mismo equipo y conexión a internet, siendo carga de las partes y postores el tener a su disposición los elementos tecnológicos y de conexión, todo interesado para presenciar y/o participar en el mismo, deberá coordinar al correo jcsantiago13_remates@pjud.cl. Demás antecedentes en las bases de remate y los autos Rol C-9198-2025, caratulados Banco De Chile Con Silva. Juicio ejecutivo. La secretaria. [805,166,1034,1173]
notice-divider [1302,453,1531,454]
classification-label-line-1: Remates de [870,127,946,142]
auction-notice [805,1792,1034,2002]
